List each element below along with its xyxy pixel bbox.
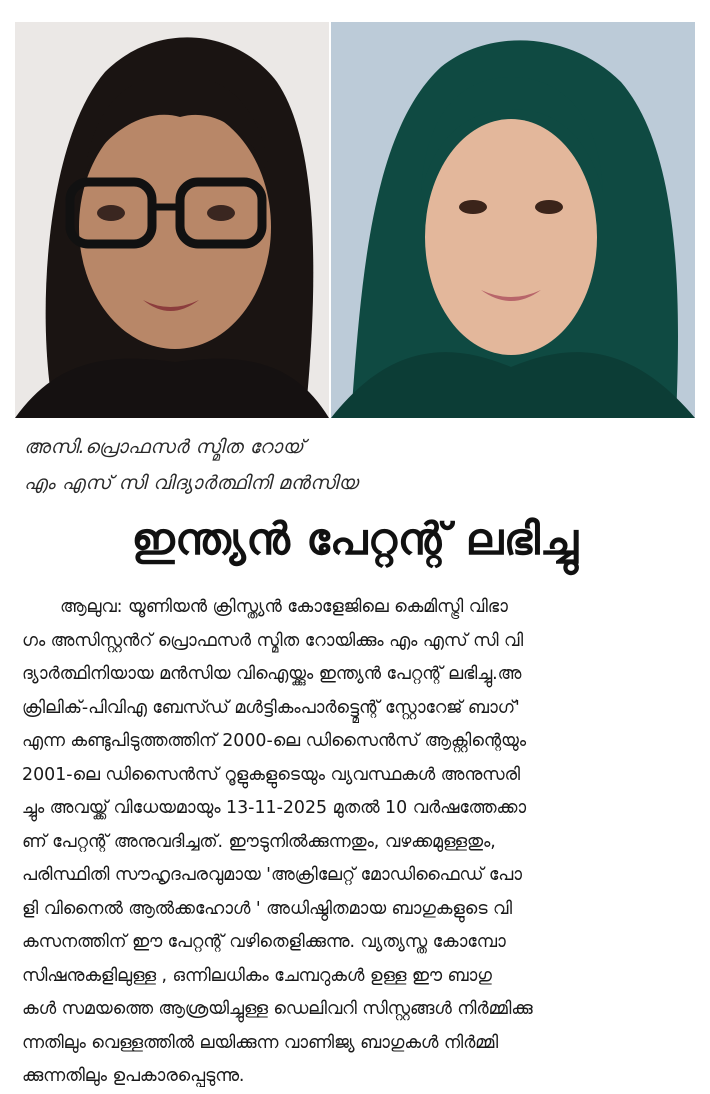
body-line: ദ്യാർത്ഥിനിയായ മൻസിയ വിഐയ്ക്കും ഇന്ത്യൻ പേറ്റന്റ് ലഭിച്ചു.അ bbox=[22, 664, 522, 684]
portrait-photo-right bbox=[331, 22, 695, 418]
photo-caption-right: എം എസ് സി വിദ്യാർത്ഥിനി മൻസിയ bbox=[24, 472, 359, 494]
article-body bbox=[22, 591, 698, 1094]
body-line: ആലുവ: യൂണിയൻ ക്രിസ്ത്യൻ കോളേജിലെ കെമിസ്ട്രി വിഭാ bbox=[60, 597, 508, 617]
body-line: ക്രിലിക്-പിവിഎ ബേസ്ഡ് മൾട്ടികംപാർട്ട്മെന്റ് സ്റ്റോറേജ് ബാഗ്' bbox=[22, 697, 520, 718]
body-line: 2001-ലെ ഡിസൈൻസ് റൂളുകളുടെയും വ്യവസ്ഥകൾ അനുസരി bbox=[22, 764, 521, 785]
body-line: എന്ന കണ്ടുപിടുത്തത്തിന് 2000-ലെ ഡിസൈൻസ് ആക്റ്റിന്റെയും bbox=[22, 731, 527, 751]
body-line: ച്ചും അവയ്ക്ക് വിധേയമായും 13-11-2025 മുതൽ 10 വർഷത്തേക്കാ bbox=[22, 798, 527, 818]
portrait-photo-left bbox=[15, 22, 329, 418]
portrait-woman-glasses-image bbox=[15, 22, 329, 418]
body-line: കസനത്തിന് ഈ പേറ്റന്റ് വഴിതെളിക്കുന്നു. വ്യത്യസ്ത കോമ്പോ bbox=[22, 932, 506, 952]
photo-caption-left: അസി.പ്രൊഫസർ സ്മിത റോയ് bbox=[24, 436, 304, 458]
body-line: കൾ സമയത്തെ ആശ്രയിച്ചുള്ള ഡെലിവറി സിസ്റ്റങ്ങൾ നിർമ്മിക്കു bbox=[22, 999, 533, 1019]
portrait-woman-hijab-image bbox=[331, 22, 695, 418]
body-line: ന്നതിലും വെള്ളത്തിൽ ലയിക്കുന്ന വാണിജ്യ ബാഗുകൾ നിർമ്മി bbox=[22, 1032, 499, 1053]
body-line: പരിസ്ഥിതി സൗഹൃദപരവുമായ 'അക്രിലേറ്റ് മോഡിഫൈഡ് പോ bbox=[22, 865, 522, 885]
body-line: ക്കുന്നതിലും ഉപകാരപ്പെടുന്നു. bbox=[22, 1066, 245, 1086]
article-headline: ഇന്ത്യൻ പേറ്റന്റ് ലഭിച്ചു bbox=[131, 514, 579, 565]
body-line: ഗം അസിസ്റ്റൻറ് പ്രൊഫസർ സ്മിത റോയിക്കും എം എസ് സി വി bbox=[22, 630, 524, 651]
body-line: സിഷനുകളിലുള്ള , ഒന്നിലധികം ചേമ്പറുകൾ ഉള്ള ഈ ബാഗു bbox=[22, 965, 492, 986]
body-line: ളി വിനൈൽ ആൽക്കഹോൾ ' അധിഷ്ഠിതമായ ബാഗുകളുടെ വി bbox=[22, 898, 513, 919]
body-line: ണ് പേറ്റന്റ് അനുവദിച്ചത്. ഈടുനിൽക്കുന്നതും, വഴക്കമുള്ളതും, bbox=[22, 831, 496, 852]
